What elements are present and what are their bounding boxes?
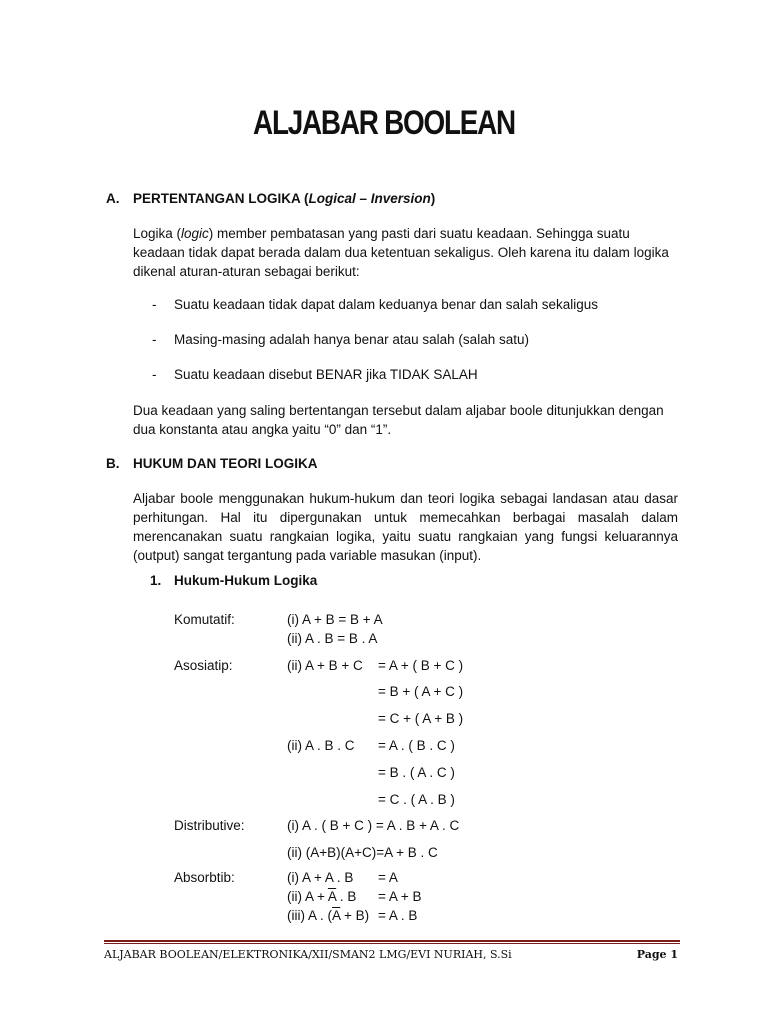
footer-rule-thin	[104, 943, 680, 944]
law-line	[287, 889, 356, 904]
para1-italic: logic	[181, 226, 209, 241]
section-b-letter: B.	[106, 456, 120, 471]
law-line: = C + ( A + B )	[378, 711, 464, 726]
bullet-item: Suatu keadaan disebut BENAR jika TIDAK SALAH	[174, 367, 478, 382]
law-line: (i) A + B = B + A	[287, 612, 383, 627]
footer-text: ALJABAR BOOLEAN/ELEKTRONIKA/XII/SMAN2 LMG/EVI NURIAH, S.Si	[104, 948, 512, 961]
section-b-heading: HUKUM DAN TEORI LOGIKA	[133, 456, 318, 471]
law-line	[287, 908, 369, 923]
page-number: Page 1	[636, 948, 678, 961]
law-label-absorbtib: Absorbtib:	[174, 870, 235, 885]
para1-post: ) member pembatasan yang pasti dari suatu keadaan. Sehingga suatu keadaan tidak dapat berada dalam dua ketentuan sekaligus. Oleh karena itu dalam logika dikenal aturan-aturan sebagai berikut:	[133, 226, 669, 279]
law-line: = A + B	[378, 889, 422, 904]
absorb-iii-post: + B)	[340, 908, 370, 923]
section-a-letter: A.	[106, 191, 120, 206]
law-label-komutatif: Komutatif:	[174, 612, 235, 627]
section-b-paragraph: Aljabar boole menggunakan hukum-hukum dan teori logika sebagai landasan atau dasar perhitungan. Hal itu dipergunakan untuk memecahkan berbagai masalah dalam merencanakan suatu rangkaian logika, yaitu suatu rangkaian yang fungsi keluarannya (output) sangat tergantung pada variable masukan (input).	[133, 491, 678, 563]
subsection-number: 1.	[150, 573, 162, 588]
section-a-heading	[133, 191, 435, 206]
para1-pre: Logika (	[133, 226, 182, 241]
absorb-iii-pre: (iii) A . (	[287, 908, 333, 923]
law-label-asosiatip: Asosiatip:	[174, 658, 233, 673]
page-title: ALJABAR BOOLEAN	[253, 104, 515, 142]
law-line: (ii) (A+B)(A+C)=A + B . C	[287, 845, 438, 860]
subsection-heading: Hukum-Hukum Logika	[174, 573, 318, 588]
law-line: = B . ( A . C )	[378, 765, 455, 780]
law-label-distributive: Distributive:	[174, 818, 245, 833]
absorb-iii-not-a: $\overline{A}$	[332, 908, 341, 923]
law-line: (ii) A + B + C	[287, 658, 363, 673]
law-line: = A	[378, 870, 398, 885]
bullet-item: Suatu keadaan tidak dapat dalam keduanya benar dan salah sekaligus	[174, 297, 599, 312]
law-line: = A + ( B + C )	[378, 658, 464, 673]
bullet-marker: -	[152, 367, 157, 382]
law-line: = B + ( A + C )	[378, 684, 464, 699]
law-line: = C . ( A . B )	[378, 792, 455, 807]
bullet-marker: -	[152, 297, 157, 312]
section-a-heading-prefix: PERTENTANGAN LOGIKA (	[133, 191, 309, 206]
footer-rule	[104, 940, 680, 942]
law-line: (ii) A . B . C	[287, 738, 355, 753]
section-a-heading-italic: Logical – Inversion	[308, 191, 431, 206]
absorb-ii-pre: (ii) A +	[287, 889, 328, 904]
law-line: = A . ( B . C )	[378, 738, 455, 753]
section-a-paragraph-2: Dua keadaan yang saling bertentangan tersebut dalam aljabar boole ditunjukkan dengan dua konstanta atau angka yaitu “0” dan “1”.	[133, 403, 664, 437]
law-line: (i) A + A . B	[287, 870, 354, 885]
law-line: (i) A . ( B + C ) = A . B + A . C	[287, 818, 460, 833]
bullet-marker: -	[152, 332, 157, 347]
section-a-heading-suffix: )	[430, 191, 436, 206]
absorb-ii-post: . B	[336, 889, 357, 904]
bullet-item: Masing-masing adalah hanya benar atau salah (salah satu)	[174, 332, 529, 347]
law-line: = A . B	[378, 908, 418, 923]
law-line: (ii) A . B = B . A	[287, 631, 378, 646]
absorb-ii-not-a: $\overline{A}$	[327, 889, 337, 904]
section-a-paragraph-1	[133, 224, 678, 281]
